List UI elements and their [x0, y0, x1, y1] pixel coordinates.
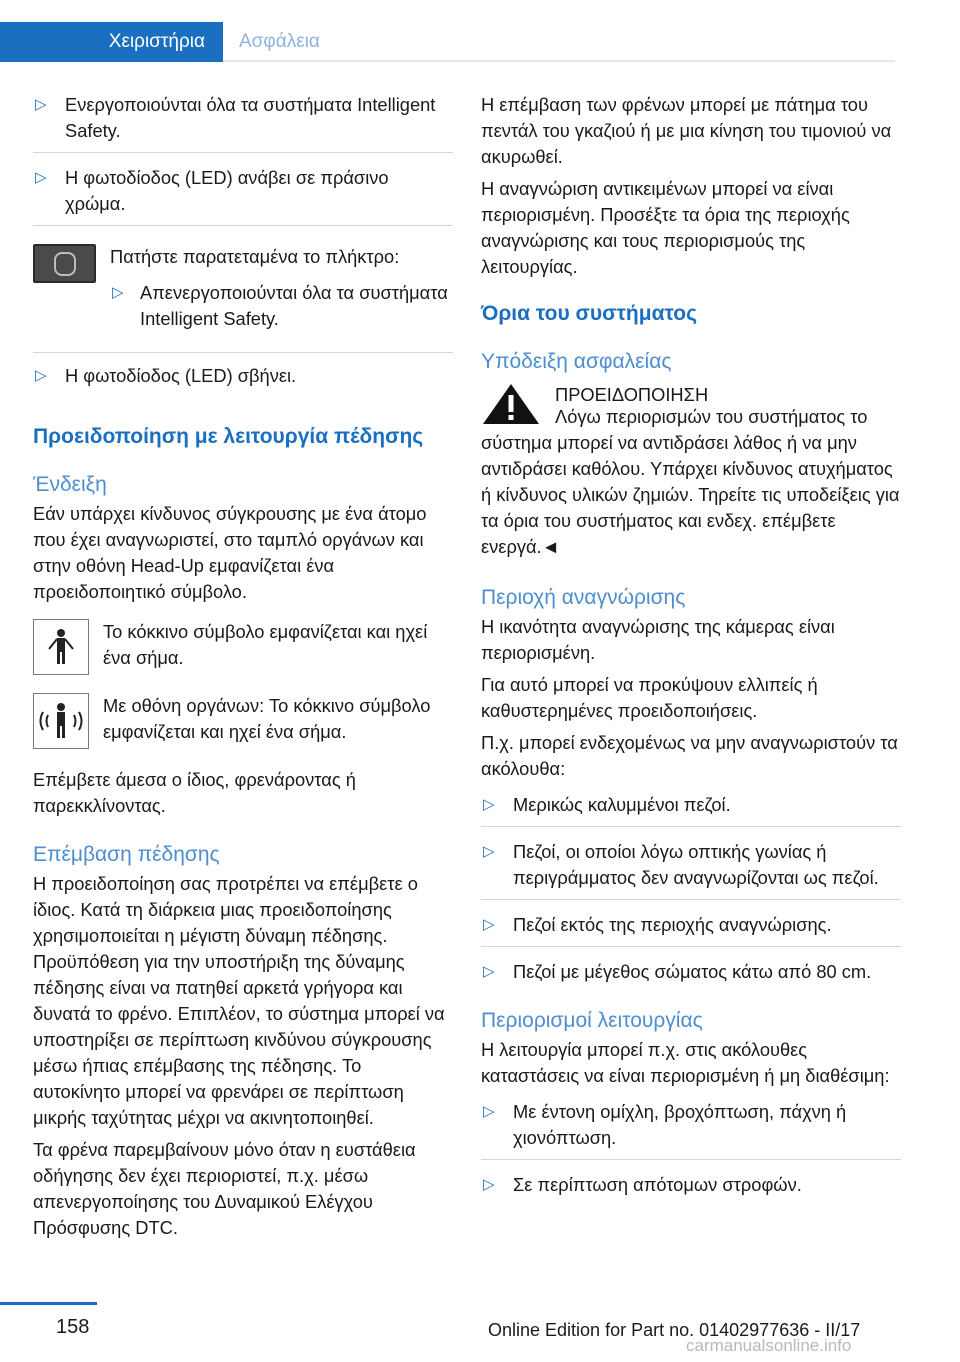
triangle-bullet-icon: ▷	[35, 169, 47, 186]
right-column: Η επέμβαση των φρένων μπορεί με πάτημα του πεντάλ του γκαζιού ή με μια κίνηση του τιμονιού να ακυρωθεί. Η αναγνώριση αντικειμένων μπορεί να είναι περιορισμένη. Προσέξτε τα όρια της περιοχής αναγνώρισης και τους περιορισμούς της λειτουργίας. Όρια του συστήματος Υπόδειξη ασφαλείας ΠΡΟΕΙΔΟΠΟΙΗΣΗ Λόγω περιορισμών του συστήματος το σύστημα μπορεί να αντιδράσει λάθος ή να μην αντιδράσει καθόλου. Υπάρχει κίνδυνος ατυχήματος ή κίνδυνος υλικών ζημιών. Τηρείτε τις υποδείξεις για τα όρια του συστήματος και ενδεχ. επέμβετε ενεργά.◄ Περιοχή αναγνώρισης Η ικανότητα αναγνώρισης της κάμερας είναι περιορισμένη. Για αυτό μπορεί να προκύψουν ελλιπείς ή καθυστερημένες προειδοποιήσεις. Π.χ. μπορεί ενδεχομένως να μην αναγνωριστούν τα ακόλουθα: ▷ Μερικώς καλυμμένοι πεζοί. ▷ Πεζοί, οι οποίοι λόγω οπτικής γωνίας ή περιγράμματος δεν αναγνωρίζονται ως πεζοί. ▷ Πεζοί εκτός της περιοχής αναγνώρισης. ▷ Πεζοί με μέγεθος σώματος κάτω από 80 cm. Περιορισμοί λειτουργίας Η λειτουργία μπορεί π.χ. στις ακόλουθες καταστάσεις να είναι περιορισμένη ή μη διαθέσιμη: ▷ Με έντονη ομίχλη, βροχόπτωση, πάχνη ή χιονόπτωση. ▷ Σε περίπτωση απότομων στροφών.	[481, 92, 901, 1206]
page-number: 158	[56, 1316, 90, 1338]
edition-note: Online Edition for Part no. 01402977636 - II/17	[488, 1320, 861, 1340]
list-item: ▷ Πεζοί εκτός της περιοχής αναγνώρισης.	[481, 912, 901, 947]
tab-controls[interactable]: Χειριστήρια	[0, 22, 223, 62]
triangle-bullet-icon: ▷	[483, 916, 495, 933]
footer-rule	[0, 1302, 97, 1305]
triangle-bullet-icon: ▷	[35, 367, 47, 384]
section-heading: Όρια του συστήματος	[481, 302, 698, 325]
subsection-heading: Ένδειξη	[33, 473, 107, 496]
list-item: ▷ Απενεργοποιούνται όλα τα συστήματα Intelligent Safety.	[112, 282, 448, 329]
triangle-bullet-icon: ▷	[483, 1176, 495, 1193]
warning-block: ΠΡΟΕΙΔΟΠΟΙΗΣΗ Λόγω περιορισμών του συστήματος το σύστημα μπορεί να αντιδράσει λάθος ή να μην αντιδράσει καθόλου. Υπάρχει κίνδυνος ατυχήματος ή κίνδυνος υλικών ζημιών. Τηρείτε τις υποδείξεις για τα όρια του συστήματος και ενδεχ. επέμβετε ενεργά.◄	[481, 384, 900, 557]
subsection-heading: Περιορισμοί λειτουργίας	[481, 1009, 703, 1032]
pedestrian-warning-icon	[33, 619, 89, 675]
tab-safety[interactable]: Ασφάλεια	[239, 31, 320, 52]
triangle-bullet-icon: ▷	[35, 96, 47, 113]
list-item: ▷ Με έντονη ομίχλη, βροχόπτωση, πάχνη ή χιονόπτωση.	[481, 1099, 901, 1160]
intelligent-safety-button-icon	[33, 244, 96, 283]
triangle-bullet-icon: ▷	[483, 963, 495, 980]
section-heading: Προειδοποίηση με λειτουργία πέδησης	[33, 425, 424, 448]
icon-row: Με οθόνη οργάνων: Το κόκκινο σύμβολο εμφανίζεται και ηχεί ένα σήμα.	[33, 693, 453, 749]
subsection-heading: Περιοχή αναγνώρισης	[481, 586, 686, 609]
warning-triangle-icon	[481, 382, 541, 426]
list-item: ▷ Η φωτοδίοδος (LED) ανάβει σε πράσινο χρώμα.	[33, 165, 453, 226]
triangle-bullet-icon: ▷	[112, 284, 124, 301]
list-item: ▷ Πεζοί, οι οποίοι λόγω οπτικής γωνίας ή περιγράμματος δεν αναγνωρίζονται ως πεζοί.	[481, 839, 901, 900]
header-tab-bar	[0, 0, 895, 62]
subsection-heading: Επέμβαση πέδησης	[33, 843, 220, 866]
watermark: carmanualsonline.info	[686, 1336, 852, 1355]
subsection-heading: Υπόδειξη ασφαλείας	[481, 350, 672, 373]
triangle-bullet-icon: ▷	[483, 1103, 495, 1120]
list-item: ▷ Ενεργοποιούνται όλα τα συστήματα Intelligent Safety.	[33, 92, 453, 153]
left-column: ▷ Ενεργοποιούνται όλα τα συστήματα Intelligent Safety. ▷ Η φωτοδίοδος (LED) ανάβει σε πράσινο χρώμα. Πατήστε παρατεταμένα το πλήκτρο: ▷ Απενεργοποιούνται όλα τα συστήματα Intelligent Safety. ▷ Η φωτοδίοδος (LED) σβήνει. Προειδοποίηση με λειτουργία πέδησης Ένδειξη Εάν υπάρχει κίνδυνος σύγκρουσης με ένα άτομο που έχει αναγνωριστεί, στο ταμπλό οργάνων και στην οθόνη Head-Up εμφανίζεται ένα προειδοποιητικό σύμβολο. Το κόκκινο σύμβολο εμφανίζεται και ηχεί ένα σήμα. Με οθόνη οργάνων: Το κόκκινο σύμβολο εμφανίζεται και ηχεί ένα σήμα. Επέμβετε άμεσα ο ίδιος, φρενάροντας ή παρεκκλίνοντας. Επέμβαση πέδησης Η προειδοποίηση σας προτρέπει να επέμβετε ο ίδιος. Κατά τη διάρκεια μιας προειδοποίησης χρησιμοποιείται η μέγιστη δύναμη πέδησης. Προϋπόθεση για την υποστήριξη της δύναμης πέδησης είναι να πατηθεί αρκετά γρήγορα και δυνατά το φρένο. Επιπλέον, το σύστημα μπορεί να υποστηρίξει σε περίπτωση κινδύνου σύγκρουσης μέσω ήπιας επέμβασης της πέδησης. Το αυτοκίνητο μπορεί να φρενάρει σε περίπτωση μικρής ταχύτητας μέχρι να ακινητοποιηθεί. Τα φρένα παρεμβαίνουν μόνο όταν η ευστάθεια οδήγησης δεν έχει περιοριστεί, π.χ. μέσω απενεργοποίησης του Δυναμικού Ελέγχου Πρόσφυσης DTC.	[33, 92, 453, 1247]
button-instruction: Πατήστε παρατεταμένα το πλήκτρο: ▷ Απενεργοποιούνται όλα τα συστήματα Intelligent Safety.	[33, 244, 453, 340]
list-item: ▷ Πεζοί με μέγεθος σώματος κάτω από 80 cm.	[481, 959, 901, 985]
pedestrian-sound-warning-icon	[33, 693, 89, 749]
list-item: ▷ Σε περίπτωση απότομων στροφών.	[481, 1172, 901, 1198]
list-item: ▷ Μερικώς καλυμμένοι πεζοί.	[481, 792, 901, 827]
triangle-bullet-icon: ▷	[483, 843, 495, 860]
triangle-bullet-icon: ▷	[483, 796, 495, 813]
list-item: ▷ Η φωτοδίοδος (LED) σβήνει.	[33, 363, 453, 389]
icon-row: Το κόκκινο σύμβολο εμφανίζεται και ηχεί ένα σήμα.	[33, 619, 453, 675]
